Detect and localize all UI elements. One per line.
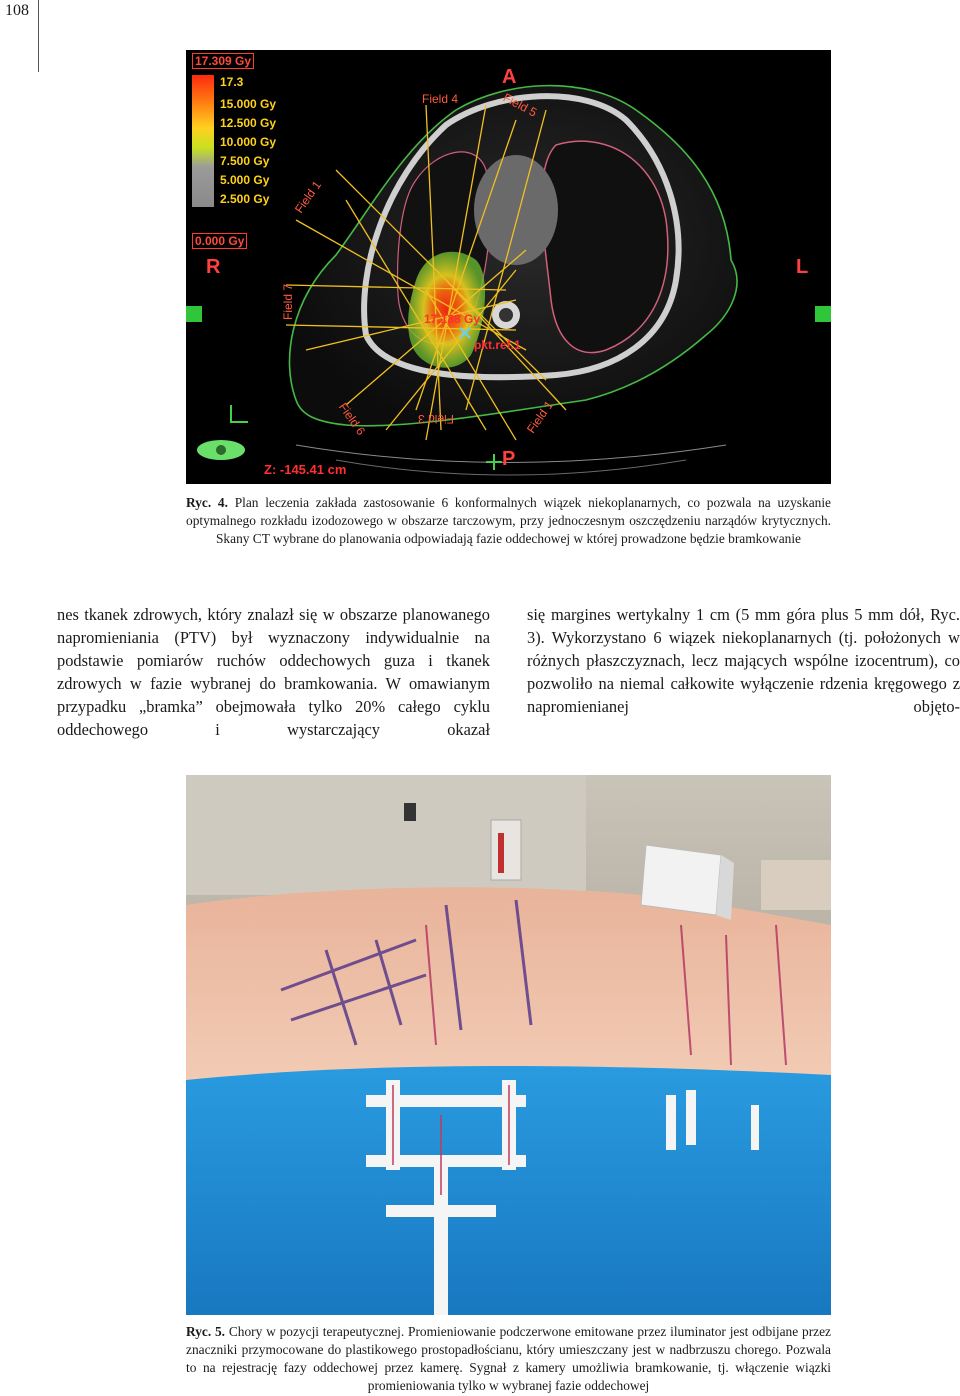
z-position-label: Z: -145.41 cm: [264, 462, 347, 477]
field-label: Field 5: [500, 90, 540, 120]
page-rule: [38, 0, 39, 72]
left-label: L: [796, 256, 809, 278]
figure-4-ct-plan: [186, 50, 831, 484]
page-number: 108: [5, 2, 29, 19]
figure-5-patient-photo: [186, 775, 831, 1315]
caption-text: Chory w pozycji terapeutycznej. Promieniowanie podczerwone emitowane przez iluminator jest odbijane przez znaczniki przymocowane do plastikowego prostopadłościanu, który umieszczany jest w nadbrzuszu chorego. Pozwala to na rejestrację fazy oddechowej przez kamerę. Sygnał z kamery umożliwia bramkowanie, tj. włączenie wiązki promieniowania tylko w wybranej fazie oddechowej: [186, 1324, 831, 1393]
field-label: Field 6: [335, 400, 369, 438]
field-label: Field 4: [422, 92, 459, 106]
figure-4-caption: [186, 494, 831, 548]
caption-text: Plan leczenia zakłada zastosowanie 6 konformalnych wiązek niekoplanarnych, co pozwala na uzyskanie optymalnego rozkładu izodozowego w obszarze tarczowym, przy jednoczesnym oszczędzeniu narządów krytycznych. Skany CT wybrane do planowania odpowiadają fazie oddechowej w której prowadzone będzie bramkowanie: [186, 495, 831, 546]
point-dose-label: 17.138 Gy: [424, 312, 481, 326]
dose-upper-marker: 17.3: [220, 75, 244, 89]
dose-level: 7.500 Gy: [220, 154, 270, 168]
dose-level: 5.000 Gy: [220, 173, 270, 187]
dose-max-label: 17.309 Gy: [192, 53, 254, 69]
caption-label: Ryc. 5.: [186, 1324, 226, 1339]
body-text-left-column: nes tkanek zdrowych, który znalazł się w obszarze planowanego napromieniania (PTV) był wyznaczony indywidualnie na podstawie pomiarów ruchów oddechowych guza i tkanek zdrowych w fazie wybranej do bramkowania. W omawianym przypadku „bramka” obejmowała tylko 20% całego cyklu oddechowego i wystarczający okazał: [57, 605, 490, 739]
figure-5-caption: [186, 1323, 831, 1395]
right-label: R: [206, 256, 221, 278]
reference-point-label: pkt.ref.1: [474, 338, 521, 352]
field-label: Field 3: [418, 412, 455, 426]
field-label: Field 1: [523, 398, 557, 436]
dose-level: 12.500 Gy: [220, 116, 277, 130]
body-text-right-column: się margines wertykalny 1 cm (5 mm góra plus 5 mm dół, Ryc. 3). Wykorzystano 6 wiązek niekoplanarnych (tj. położonych w różnych płaszczyznach, lecz mających wspólne izocentrum), co pozwoliło na niemal całkowite wyłączenie rdzenia kręgowego z napromienianej objęto-: [527, 605, 960, 716]
field-label: Field 1: [291, 178, 325, 216]
field-label: Field 7: [281, 283, 296, 321]
anterior-label: A: [502, 66, 517, 88]
ct-scan-image: [186, 50, 831, 484]
dose-level: 15.000 Gy: [220, 97, 277, 111]
posterior-label: P: [502, 448, 516, 470]
patient-photo-image: [186, 775, 831, 1315]
dose-level: 10.000 Gy: [220, 135, 277, 149]
side-marker-right: [815, 306, 831, 322]
side-marker-left: [186, 306, 202, 322]
dose-min-label: 0.000 Gy: [192, 233, 247, 249]
dose-level: 2.500 Gy: [220, 192, 270, 206]
dose-colorbar: [192, 75, 214, 207]
caption-label: Ryc. 4.: [186, 495, 228, 510]
